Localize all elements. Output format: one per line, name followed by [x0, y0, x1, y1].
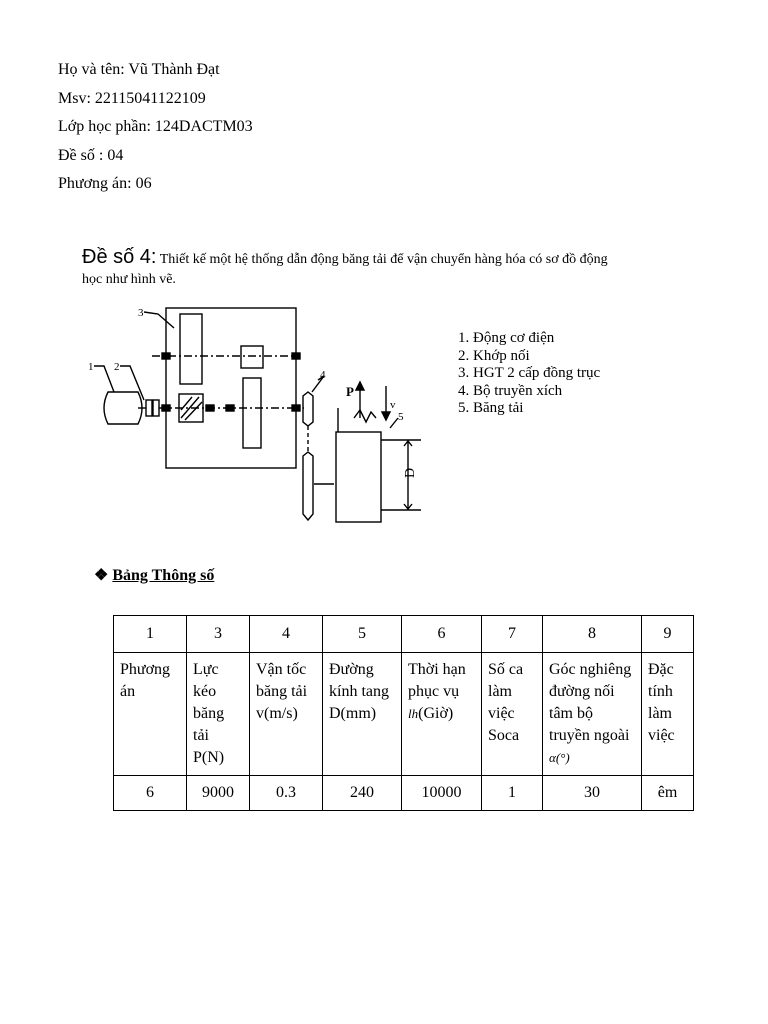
table-header-row — [114, 616, 694, 653]
section-title: Bảng Thông số — [112, 567, 215, 584]
table-cell: 6 — [114, 776, 187, 811]
label-p: P — [346, 384, 354, 399]
assignment-title — [82, 246, 722, 289]
table-header-cell: 1 — [114, 616, 187, 653]
student-id: Msv: 22115041122109 — [58, 90, 206, 107]
chain-sprocket-upper — [303, 392, 313, 426]
assignment-prefix: Đề số 4: — [82, 246, 157, 268]
table-cell: êm — [642, 776, 694, 811]
table-cell: 0.3 — [250, 776, 323, 811]
coupling-right — [153, 400, 159, 416]
table-cell: 30 — [543, 776, 642, 811]
option-number: Phương án: 06 — [58, 175, 152, 192]
table-description-row — [114, 653, 694, 776]
coupling-left — [146, 400, 152, 416]
legend-item: 2. Khớp nối — [458, 347, 530, 364]
label-d: D — [403, 467, 418, 478]
legend-item: 4. Bộ truyền xích — [458, 382, 563, 399]
section-heading — [94, 565, 214, 585]
parameter-table — [113, 615, 694, 811]
table-header-cell: 7 — [482, 616, 543, 653]
table-cell: Phương án — [114, 653, 187, 776]
exam-number: Đề số : 04 — [58, 147, 124, 164]
table-cell — [543, 653, 642, 776]
table-cell: 240 — [323, 776, 402, 811]
table-value-row — [114, 776, 694, 811]
legend-item: 3. HGT 2 cấp đồng trục — [458, 365, 601, 381]
motor-body — [104, 392, 142, 424]
label-3: 3 — [138, 307, 144, 319]
label-4: 4 — [320, 369, 326, 381]
table-header-cell: 4 — [250, 616, 323, 653]
angle-label: Góc nghiêng đường nối tâm bộ truyền ngoài — [549, 661, 632, 744]
legend-item: 1. Động cơ điện — [458, 330, 555, 346]
table-header-cell: 9 — [642, 616, 694, 653]
table-cell: Số ca làm việc Soca — [482, 653, 543, 776]
service-life-label: Thời hạn phục vụ — [408, 661, 466, 700]
table-header-cell: 5 — [323, 616, 402, 653]
table-cell: 9000 — [187, 776, 250, 811]
label-v: v — [390, 399, 396, 411]
table-cell: 1 — [482, 776, 543, 811]
assignment-text-1: Thiết kế một hệ thống dẫn động băng tải để vận chuyển hàng hóa có sơ đồ động — [156, 252, 608, 267]
table-cell: Đặc tính làm việc — [642, 653, 694, 776]
kinematic-diagram — [86, 300, 436, 528]
label-1: 1 — [88, 361, 94, 373]
conveyor-drum — [336, 432, 381, 522]
legend-item: 5. Băng tải — [458, 400, 524, 416]
student-name: Họ và tên: Vũ Thành Đạt — [58, 61, 220, 78]
table-cell: Lực kéo băng tải P(N) — [187, 653, 250, 776]
service-life-symbol: lh — [408, 706, 419, 721]
diamond-bullet-icon: ❖ — [94, 567, 109, 584]
table-header-cell: 8 — [543, 616, 642, 653]
table-cell: Đường kính tang D(mm) — [323, 653, 402, 776]
table-cell — [402, 653, 482, 776]
table-header-cell: 6 — [402, 616, 482, 653]
chain-sprocket-lower — [303, 452, 313, 520]
table-cell: Vận tốc băng tải v(m/s) — [250, 653, 323, 776]
angle-symbol: α(°) — [549, 750, 570, 765]
table-header-cell: 3 — [187, 616, 250, 653]
gearbox-housing — [166, 308, 296, 468]
service-life-unit: (Giờ) — [418, 705, 454, 722]
class-code: Lớp học phần: 124DACTM03 — [58, 118, 253, 135]
diagram-legend — [458, 330, 600, 418]
label-5: 5 — [398, 411, 404, 423]
label-2: 2 — [114, 361, 120, 373]
table-cell: 10000 — [402, 776, 482, 811]
assignment-text-2: học như hình vẽ. — [82, 272, 176, 287]
